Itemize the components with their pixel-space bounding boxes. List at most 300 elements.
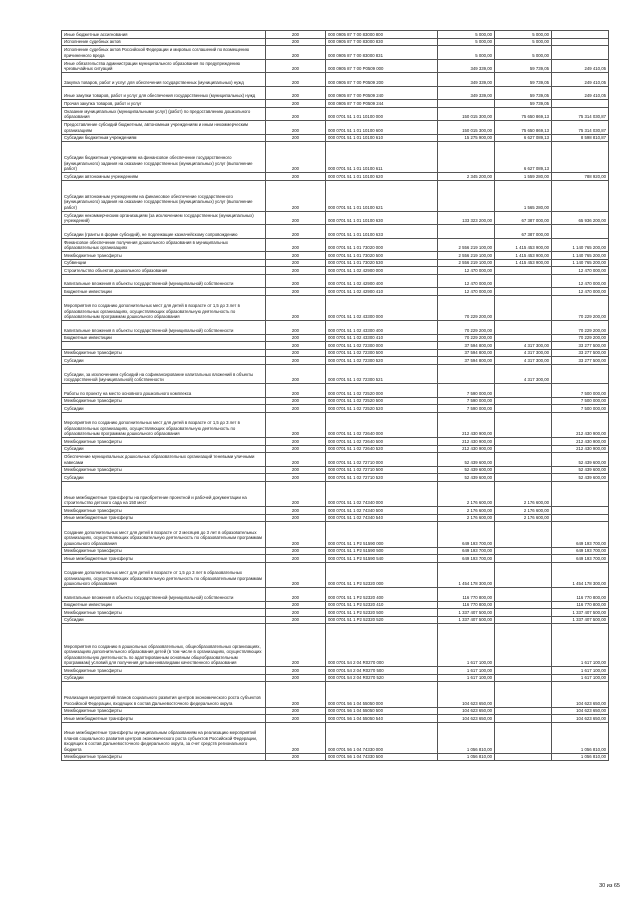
cell-budget-classification-code: 000 0701 51 1 02 74340 000 [326, 481, 438, 507]
table-body [62, 31, 609, 761]
cell-executed [495, 397, 552, 405]
cell-executed [495, 405, 552, 413]
cell-approved-assignments: 212 430 900,00 [438, 412, 495, 438]
cell-executed [495, 288, 552, 296]
cell-indicator-name: Субсидии [62, 474, 266, 482]
cell-executed [495, 624, 552, 667]
cell-executed: 59 739,05 [495, 100, 552, 108]
table-row [62, 86, 609, 100]
cell-executed [495, 722, 552, 753]
table-row [62, 121, 609, 135]
cell-executed [495, 438, 552, 446]
cell-budget-classification-code: 000 0701 51 1 02 42900 400 [326, 274, 438, 288]
cell-executed: 67 387 000,00 [495, 211, 552, 225]
cell-executed: 2 176 600,00 [495, 507, 552, 515]
table-row [62, 624, 609, 667]
cell-approved-assignments: 52 439 600,00 [438, 466, 495, 474]
cell-approved-assignments: 649 193 700,00 [438, 547, 495, 555]
cell-approved-assignments: 70 229 200,00 [438, 295, 495, 321]
cell-approved-assignments [438, 364, 495, 384]
cell-indicator-name: Субсидии автономным учреждениям [62, 173, 266, 181]
cell-unexecuted-assignments: 70 229 200,00 [552, 321, 609, 335]
cell-unexecuted-assignments: 65 936 200,00 [552, 211, 609, 225]
cell-budget-classification-code: 000 0701 51 1 P2 52320 410 [326, 601, 438, 609]
table-row [62, 259, 609, 267]
cell-line-code: 200 [266, 46, 326, 60]
cell-unexecuted-assignments: 788 920,00 [552, 173, 609, 181]
cell-unexecuted-assignments [552, 142, 609, 173]
cell-unexecuted-assignments: 1 454 178 300,00 [552, 562, 609, 588]
cell-budget-classification-code: 000 0701 51 1 01 10100 000 [326, 107, 438, 121]
cell-line-code: 200 [266, 397, 326, 405]
cell-budget-classification-code: 000 0905 87 7 00 83000 830 [326, 38, 438, 46]
table-row [62, 466, 609, 474]
cell-unexecuted-assignments: 75 314 030,87 [552, 107, 609, 121]
cell-unexecuted-assignments [552, 180, 609, 211]
cell-executed [495, 601, 552, 609]
cell-budget-classification-code: 000 0701 51 1 02 43300 400 [326, 321, 438, 335]
cell-budget-classification-code: 000 0701 51 1 02 72300 000 [326, 342, 438, 350]
cell-indicator-name: Субсидии [62, 405, 266, 413]
cell-unexecuted-assignments: 12 470 000,00 [552, 288, 609, 296]
cell-approved-assignments: 12 470 000,00 [438, 288, 495, 296]
cell-unexecuted-assignments: 33 277 500,00 [552, 357, 609, 365]
cell-unexecuted-assignments [552, 31, 609, 39]
cell-approved-assignments: 2 345 200,00 [438, 173, 495, 181]
cell-unexecuted-assignments: 33 277 500,00 [552, 349, 609, 357]
cell-indicator-name: Межбюджетные трансферты [62, 397, 266, 405]
cell-line-code: 200 [266, 609, 326, 617]
cell-unexecuted-assignments: 1 617 100,00 [552, 624, 609, 667]
cell-approved-assignments [438, 100, 495, 108]
cell-indicator-name: Бюджетные инвестиции [62, 288, 266, 296]
cell-line-code: 200 [266, 616, 326, 624]
cell-budget-classification-code: 000 0905 87 7 00 83000 831 [326, 46, 438, 60]
page-number: 30 из 65 [599, 883, 620, 889]
cell-executed [495, 321, 552, 335]
cell-budget-classification-code: 000 0701 51 1 02 42900 000 [326, 267, 438, 275]
cell-budget-classification-code: 000 0701 54 2 04 R0270 000 [326, 624, 438, 667]
cell-executed: 5 000,00 [495, 46, 552, 60]
table-row [62, 609, 609, 617]
cell-executed [495, 334, 552, 342]
cell-line-code: 200 [266, 514, 326, 522]
cell-budget-classification-code: 000 0701 56 1 04 74330 000 [326, 722, 438, 753]
cell-unexecuted-assignments: 1 617 100,00 [552, 674, 609, 682]
table-row [62, 267, 609, 275]
table-row [62, 522, 609, 548]
cell-executed: 59 739,05 [495, 86, 552, 100]
cell-line-code: 200 [266, 405, 326, 413]
cell-line-code: 200 [266, 107, 326, 121]
cell-approved-assignments: 12 470 000,00 [438, 274, 495, 288]
cell-line-code: 200 [266, 481, 326, 507]
cell-indicator-name: Межбюджетные трансферты [62, 507, 266, 515]
cell-budget-classification-code: 000 0701 51 1 02 72300 500 [326, 349, 438, 357]
cell-executed: 1 415 453 900,00 [495, 238, 552, 252]
table-row [62, 514, 609, 522]
cell-indicator-name: Мероприятия по созданию дополнительных мест для детей в возрасте от 1,5 до 3 лет в образовательных организациях, осуществляющих образовательную деятельность по образовательным программам дошкольного образования [62, 295, 266, 321]
cell-budget-classification-code: 000 0701 51 1 P2 51590 540 [326, 555, 438, 563]
cell-approved-assignments: 37 594 800,00 [438, 342, 495, 350]
cell-line-code: 200 [266, 288, 326, 296]
cell-line-code: 200 [266, 667, 326, 675]
cell-budget-classification-code: 000 0701 51 1 02 72710 000 [326, 453, 438, 467]
cell-indicator-name: Межбюджетные трансферты [62, 547, 266, 555]
cell-approved-assignments: 116 770 800,00 [438, 601, 495, 609]
cell-budget-classification-code: 000 0701 51 1 02 74340 500 [326, 507, 438, 515]
cell-line-code: 200 [266, 134, 326, 142]
cell-unexecuted-assignments: 116 770 800,00 [552, 588, 609, 602]
cell-approved-assignments: 1 617 100,00 [438, 624, 495, 667]
cell-line-code: 200 [266, 364, 326, 384]
cell-approved-assignments: 5 000,00 [438, 46, 495, 60]
cell-approved-assignments: 1 337 407 500,00 [438, 616, 495, 624]
cell-indicator-name: Обеспечение муниципальных дошкольных образовательных организаций теневыми уличными навесами [62, 453, 266, 467]
cell-line-code: 200 [266, 267, 326, 275]
cell-unexecuted-assignments: 249 410,05 [552, 73, 609, 87]
cell-budget-classification-code: 000 0701 51 1 P2 51590 000 [326, 522, 438, 548]
cell-indicator-name: Иные обязательства администрации муниципального образования по предупреждению чрезвычайных ситуаций [62, 59, 266, 73]
cell-unexecuted-assignments [552, 46, 609, 60]
cell-line-code: 200 [266, 38, 326, 46]
cell-line-code: 200 [266, 86, 326, 100]
cell-approved-assignments: 52 439 600,00 [438, 474, 495, 482]
cell-unexecuted-assignments [552, 100, 609, 108]
cell-unexecuted-assignments [552, 38, 609, 46]
cell-unexecuted-assignments [552, 364, 609, 384]
table-row [62, 252, 609, 260]
cell-executed: 4 317 300,00 [495, 349, 552, 357]
table-row [62, 321, 609, 335]
cell-indicator-name: Субсидии бюджетным учреждениям [62, 134, 266, 142]
cell-line-code: 200 [266, 682, 326, 708]
cell-line-code: 200 [266, 173, 326, 181]
cell-executed [495, 682, 552, 708]
cell-indicator-name: Строительство объектов дошкольного образования [62, 267, 266, 275]
cell-approved-assignments: 2 176 600,00 [438, 481, 495, 507]
cell-approved-assignments: 150 015 300,00 [438, 121, 495, 135]
cell-executed [495, 707, 552, 715]
table-row [62, 349, 609, 357]
cell-indicator-name: Финансовое обеспечение получения дошкольного образования в муниципальных образовательных организациях [62, 238, 266, 252]
table-row [62, 481, 609, 507]
cell-indicator-name: Работы по проекту на место основного дошкольного комплекса [62, 384, 266, 398]
cell-approved-assignments: 70 229 200,00 [438, 321, 495, 335]
cell-budget-classification-code: 000 0701 56 1 04 55050 500 [326, 707, 438, 715]
cell-indicator-name: Реализация мероприятий планов социального развития центров экономического роста субъектов Российской Федерации, входящих в состав Дальневосточного федерального округа [62, 682, 266, 708]
cell-approved-assignments: 1 056 810,00 [438, 753, 495, 761]
cell-budget-classification-code: 000 0701 51 1 02 43300 410 [326, 334, 438, 342]
table-row [62, 555, 609, 563]
cell-budget-classification-code: 000 0701 51 1 01 73020 000 [326, 238, 438, 252]
cell-executed [495, 674, 552, 682]
cell-budget-classification-code: 000 0905 87 7 00 83000 800 [326, 31, 438, 39]
table-row [62, 715, 609, 723]
table-row [62, 107, 609, 121]
cell-unexecuted-assignments: 52 439 600,00 [552, 474, 609, 482]
cell-budget-classification-code: 000 0701 51 1 02 72300 521 [326, 364, 438, 384]
table-row [62, 100, 609, 108]
table-row [62, 753, 609, 761]
table-row [62, 547, 609, 555]
table-row [62, 211, 609, 225]
cell-line-code: 200 [266, 100, 326, 108]
cell-unexecuted-assignments: 1 337 407 500,00 [552, 609, 609, 617]
cell-indicator-name [62, 342, 266, 350]
cell-budget-classification-code: 000 0701 51 1 02 72640 500 [326, 438, 438, 446]
table-row [62, 474, 609, 482]
cell-approved-assignments: 7 590 000,00 [438, 384, 495, 398]
cell-budget-classification-code: 000 0701 51 1 P2 51590 500 [326, 547, 438, 555]
cell-unexecuted-assignments: 104 623 650,00 [552, 682, 609, 708]
cell-executed: 5 000,00 [495, 31, 552, 39]
cell-budget-classification-code: 000 0701 51 1 01 10100 620 [326, 173, 438, 181]
cell-approved-assignments: 649 193 700,00 [438, 555, 495, 563]
cell-unexecuted-assignments: 116 770 800,00 [552, 601, 609, 609]
cell-indicator-name: Иные межбюджетные трансферты [62, 715, 266, 723]
cell-indicator-name: Субсидии [62, 357, 266, 365]
cell-budget-classification-code: 000 0701 51 1 01 10100 600 [326, 121, 438, 135]
cell-unexecuted-assignments: 12 470 000,00 [552, 274, 609, 288]
cell-indicator-name: Субсидии автономным учреждениям на финансовое обеспечение государственного (муниципального) задания на оказание государственных (муниципальных) услуг (выполнение работ) [62, 180, 266, 211]
cell-executed [495, 384, 552, 398]
cell-line-code: 200 [266, 453, 326, 467]
cell-executed [495, 562, 552, 588]
table-row [62, 334, 609, 342]
cell-unexecuted-assignments: 75 314 030,87 [552, 121, 609, 135]
cell-budget-classification-code: 000 0701 51 1 02 72520 000 [326, 384, 438, 398]
cell-line-code: 200 [266, 522, 326, 548]
cell-budget-classification-code: 000 0701 51 1 01 10100 610 [326, 134, 438, 142]
table-row [62, 616, 609, 624]
cell-indicator-name: Бюджетные инвестиции [62, 334, 266, 342]
cell-approved-assignments: 5 000,00 [438, 38, 495, 46]
cell-unexecuted-assignments: 212 430 900,00 [552, 412, 609, 438]
cell-line-code: 200 [266, 438, 326, 446]
cell-unexecuted-assignments: 12 470 000,00 [552, 267, 609, 275]
cell-executed: 75 650 869,13 [495, 121, 552, 135]
table-row [62, 142, 609, 173]
cell-indicator-name: Создание дополнительных мест для детей в возрасте от 1,5 до 3 лет в образовательных организациях, осуществляющих образовательную деятельность по образовательным программам дошкольного образования [62, 562, 266, 588]
cell-approved-assignments: 150 015 300,00 [438, 107, 495, 121]
cell-approved-assignments: 104 623 650,00 [438, 682, 495, 708]
cell-budget-classification-code: 000 0701 51 1 02 72300 520 [326, 357, 438, 365]
cell-indicator-name: Субсидии [62, 674, 266, 682]
cell-budget-classification-code: 000 0701 51 1 01 10100 633 [326, 225, 438, 239]
cell-indicator-name: Мероприятия по созданию дополнительных мест для детей в возрасте от 1,5 до 3 лет в образовательных организациях, осуществляющих образовательную деятельность по образовательным программам дошкольного образования [62, 412, 266, 438]
cell-budget-classification-code: 000 0701 51 1 01 10100 611 [326, 142, 438, 173]
cell-budget-classification-code: 000 0701 54 2 04 R0270 500 [326, 667, 438, 675]
cell-indicator-name: Капитальные вложения в объекты государственной (муниципальной) собственности [62, 321, 266, 335]
table-row [62, 274, 609, 288]
cell-budget-classification-code: 000 0701 56 1 04 74330 500 [326, 753, 438, 761]
cell-indicator-name: Межбюджетные трансферты [62, 466, 266, 474]
cell-indicator-name: Субсидии [62, 445, 266, 453]
table-row [62, 295, 609, 321]
table-row [62, 412, 609, 438]
cell-budget-classification-code: 000 0701 51 1 01 73020 500 [326, 252, 438, 260]
budget-execution-table [61, 30, 609, 761]
table-row [62, 507, 609, 515]
cell-executed [495, 453, 552, 467]
cell-line-code: 200 [266, 547, 326, 555]
cell-budget-classification-code: 000 0905 87 7 00 P0509 200 [326, 73, 438, 87]
cell-executed [495, 274, 552, 288]
cell-executed [495, 295, 552, 321]
cell-executed: 6 627 089,13 [495, 142, 552, 173]
cell-approved-assignments: 52 439 600,00 [438, 453, 495, 467]
cell-approved-assignments: 1 617 100,00 [438, 667, 495, 675]
table-row [62, 562, 609, 588]
cell-approved-assignments: 349 339,00 [438, 73, 495, 87]
cell-indicator-name: Исполнение судебных актов [62, 38, 266, 46]
cell-unexecuted-assignments: 104 623 650,00 [552, 715, 609, 723]
cell-indicator-name: Субвенции [62, 259, 266, 267]
table-row [62, 674, 609, 682]
cell-line-code: 200 [266, 334, 326, 342]
cell-approved-assignments: 2 176 600,00 [438, 514, 495, 522]
cell-line-code: 200 [266, 624, 326, 667]
table-row [62, 588, 609, 602]
cell-indicator-name: Иные межбюджетные трансферты [62, 514, 266, 522]
cell-unexecuted-assignments: 1 140 765 200,00 [552, 259, 609, 267]
cell-indicator-name: Мероприятия по созданию в дошкольных образовательных, общеобразовательных организациях, организациях дополнительного образования детей (в том числе в организациях, осуществляющих образовательную деятельность по адаптированным основным общеобразовательным программам) условий для получения детьми-инвалидами качественного образования [62, 624, 266, 667]
cell-budget-classification-code: 000 0701 51 1 02 72640 000 [326, 412, 438, 438]
table-row [62, 667, 609, 675]
cell-indicator-name: Межбюджетные трансферты [62, 753, 266, 761]
cell-line-code: 200 [266, 555, 326, 563]
cell-executed: 67 387 000,00 [495, 225, 552, 239]
cell-executed [495, 667, 552, 675]
cell-approved-assignments: 1 337 407 500,00 [438, 609, 495, 617]
cell-unexecuted-assignments: 52 439 600,00 [552, 466, 609, 474]
table-row [62, 438, 609, 446]
cell-line-code: 200 [266, 715, 326, 723]
cell-indicator-name: Субсидии, за исключением субсидий на софинансирование капитальных вложений в объекты государственной (муниципальной) собственности [62, 364, 266, 384]
cell-unexecuted-assignments: 70 229 200,00 [552, 334, 609, 342]
cell-approved-assignments: 2 556 219 100,00 [438, 252, 495, 260]
cell-line-code: 200 [266, 342, 326, 350]
cell-approved-assignments: 2 556 219 100,00 [438, 259, 495, 267]
cell-executed [495, 267, 552, 275]
cell-line-code: 200 [266, 211, 326, 225]
table-row [62, 357, 609, 365]
cell-budget-classification-code: 000 0701 54 2 04 R0270 520 [326, 674, 438, 682]
cell-line-code: 200 [266, 238, 326, 252]
cell-executed [495, 555, 552, 563]
cell-unexecuted-assignments: 212 430 900,00 [552, 445, 609, 453]
cell-line-code: 200 [266, 225, 326, 239]
table-row [62, 31, 609, 39]
cell-indicator-name: Межбюджетные трансферты [62, 667, 266, 675]
table-row [62, 73, 609, 87]
table-row [62, 180, 609, 211]
cell-line-code: 200 [266, 466, 326, 474]
cell-budget-classification-code: 000 0701 51 1 P2 52320 000 [326, 562, 438, 588]
cell-line-code: 200 [266, 588, 326, 602]
cell-indicator-name: Иные межбюджетные трансферты муниципальным образованиям на реализацию мероприятий планов социального развития центров экономического роста субъектов Российской Федерации, входящих в состав Дальневосточного федерального округа, за счет средств регионального бюджета [62, 722, 266, 753]
cell-budget-classification-code: 000 0701 51 1 01 73020 530 [326, 259, 438, 267]
cell-unexecuted-assignments: 104 623 650,00 [552, 707, 609, 715]
cell-approved-assignments: 7 590 000,00 [438, 405, 495, 413]
cell-executed [495, 522, 552, 548]
cell-unexecuted-assignments: 7 500 000,00 [552, 384, 609, 398]
cell-line-code: 200 [266, 474, 326, 482]
table-row [62, 342, 609, 350]
cell-unexecuted-assignments: 7 500 000,00 [552, 405, 609, 413]
cell-line-code: 200 [266, 321, 326, 335]
cell-approved-assignments: 1 617 100,00 [438, 674, 495, 682]
cell-indicator-name: Межбюджетные трансферты [62, 252, 266, 260]
cell-executed: 5 000,00 [495, 38, 552, 46]
cell-indicator-name: Создание дополнительных мест для детей в возрасте от 2 месяцев до 3 лет в образовательных организациях, осуществляющих образовательную деятельность по образовательным программам дошкольного образования [62, 522, 266, 548]
cell-executed: 4 317 300,00 [495, 357, 552, 365]
cell-line-code: 200 [266, 562, 326, 588]
table-row [62, 59, 609, 73]
cell-budget-classification-code: 000 0701 51 1 02 72520 500 [326, 397, 438, 405]
table-row [62, 46, 609, 60]
cell-line-code: 200 [266, 180, 326, 211]
cell-line-code: 200 [266, 252, 326, 260]
cell-indicator-name: Капитальные вложения в объекты государственной (муниципальной) собственности [62, 274, 266, 288]
cell-budget-classification-code: 000 0905 87 7 00 P0509 000 [326, 59, 438, 73]
cell-indicator-name: Иные закупки товаров, работ и услуг для обеспечения государственных (муниципальных) нужд [62, 86, 266, 100]
cell-line-code: 200 [266, 357, 326, 365]
cell-unexecuted-assignments: 7 500 000,00 [552, 397, 609, 405]
cell-approved-assignments: 212 430 900,00 [438, 438, 495, 446]
cell-budget-classification-code: 000 0701 56 1 04 55050 540 [326, 715, 438, 723]
cell-budget-classification-code: 000 0701 51 1 P2 52320 400 [326, 588, 438, 602]
cell-executed [495, 466, 552, 474]
cell-line-code: 200 [266, 384, 326, 398]
cell-approved-assignments: 12 470 000,00 [438, 267, 495, 275]
cell-executed: 4 317 300,00 [495, 364, 552, 384]
cell-line-code: 200 [266, 601, 326, 609]
cell-indicator-name: Иные межбюджетные трансферты [62, 555, 266, 563]
cell-line-code: 200 [266, 753, 326, 761]
cell-line-code: 200 [266, 507, 326, 515]
cell-executed [495, 588, 552, 602]
cell-approved-assignments: 104 623 650,00 [438, 715, 495, 723]
cell-executed [495, 715, 552, 723]
cell-approved-assignments: 1 454 178 300,00 [438, 562, 495, 588]
cell-unexecuted-assignments: 33 277 500,00 [552, 342, 609, 350]
cell-executed [495, 445, 552, 453]
cell-line-code: 200 [266, 674, 326, 682]
cell-executed: 59 739,05 [495, 73, 552, 87]
cell-unexecuted-assignments [552, 514, 609, 522]
cell-budget-classification-code: 000 0701 51 1 02 74340 540 [326, 514, 438, 522]
cell-indicator-name: Межбюджетные трансферты [62, 349, 266, 357]
cell-budget-classification-code: 000 0701 51 1 01 10100 630 [326, 211, 438, 225]
table-row [62, 173, 609, 181]
cell-executed: 6 627 089,13 [495, 134, 552, 142]
cell-approved-assignments: 2 556 219 100,00 [438, 238, 495, 252]
cell-approved-assignments: 133 323 200,00 [438, 211, 495, 225]
cell-approved-assignments: 116 770 800,00 [438, 588, 495, 602]
cell-budget-classification-code: 000 0701 51 1 02 72710 500 [326, 466, 438, 474]
cell-approved-assignments [438, 142, 495, 173]
cell-executed: 59 739,05 [495, 59, 552, 73]
cell-executed: 2 176 600,00 [495, 514, 552, 522]
table-row [62, 384, 609, 398]
cell-approved-assignments [438, 180, 495, 211]
cell-line-code: 200 [266, 121, 326, 135]
cell-indicator-name: Капитальные вложения в объекты государственной (муниципальной) собственности [62, 588, 266, 602]
table-row [62, 397, 609, 405]
cell-budget-classification-code: 000 0701 51 1 02 43300 000 [326, 295, 438, 321]
